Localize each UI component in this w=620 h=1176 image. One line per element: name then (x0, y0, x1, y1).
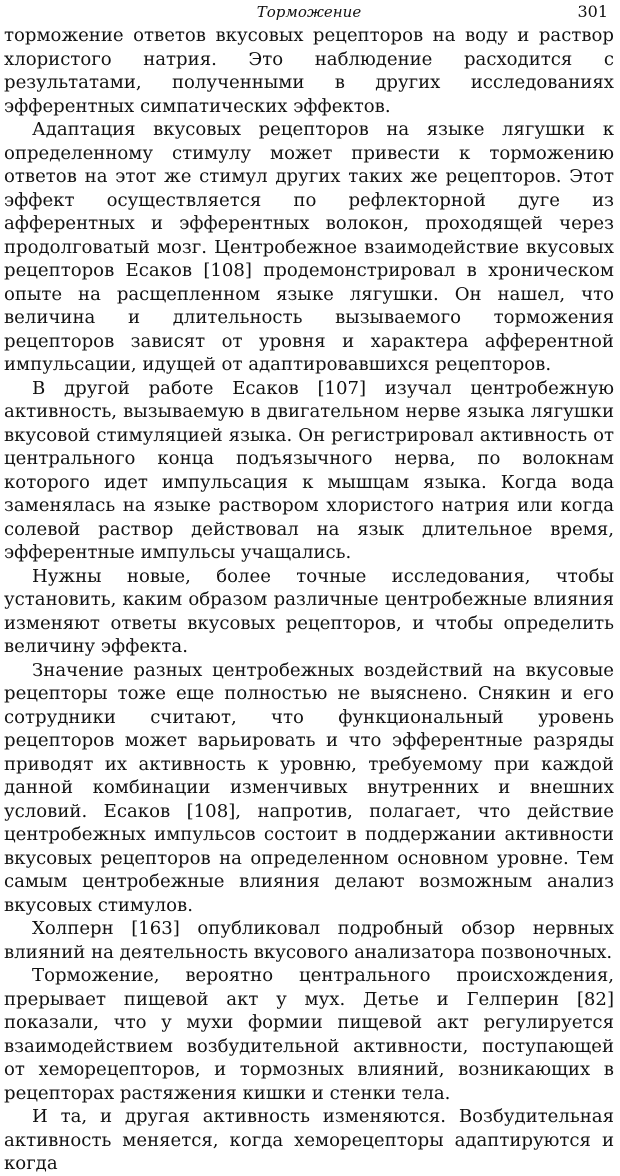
paragraph-4: Нужны новые, более точные исследования, чтобы установить, каким образом различные центробежные влияния изменяют ответы вкусовых рецепторов, и чтобы определить величину эффекта. (4, 565, 614, 657)
paragraph-8: И та, и другая активность изменяются. Возбудительная активность меняется, когда хеморецепторы адаптируются и когда (4, 1106, 614, 1174)
paragraph-3: В другой работе Есаков [107] изучал центробежную активность, вызываемую в двигательном нерве языка лягушки вкусовой стимуляцией языка. Он регистрировал активность от центрального конца подъязычного нерва, по волокнам которого идет импульсация к мышцам языка. Когда вода заменялась на языке раствором хлористого натрия или когда солевой раствор действовал на язык длительное время, эфферентные импульсы учащались. (4, 377, 614, 563)
running-head (4, 0, 614, 24)
paragraph-5: Значение разных центробежных воздействий на вкусовые рецепторы тоже еще полностью не выяснено. Снякин и его сотрудники считают, что функциональный уровень рецепторов может варьировать и что эфферентные разряды приводят их активность к уровню, требуемому при каждой данной комбинации изменчивых внутренних и внешних условий. Есаков [108], напротив, полагает, что действие центробежных импульсов состоит в поддержании активности вкусовых рецепторов на определенном основном уровне. Тем самым центробежные влияния делают возможным анализ вкусовых стимулов. (4, 659, 614, 916)
page-number: 301 (577, 2, 608, 21)
paragraph-1: торможение ответов вкусовых рецепторов на воду и раствор хлористого натрия. Это наблюдение расходится с результатами, полученными в других исследованиях эфферентных симпатических эффектов. (4, 25, 614, 117)
paragraph-2: Адаптация вкусовых рецепторов на языке лягушки к определенному стимулу может привести к торможению ответов на этот же стимул других таких же рецепторов. Этот эффект осуществляется по рефлекторной дуге из афферентных и эфферентных волокон, проходящей через продолговатый мозг. Центробежное взаимодействие вкусовых рецепторов Есаков [108] продемонстрировал в хроническом опыте на расщепленном языке лягушки. Он нашел, что величина и длительность вызываемого торможения рецепторов зависят от уровня и характера афферентной импульсации, идущей от адаптировавшихся рецепторов. (4, 119, 614, 375)
paragraph-6: Холперн [163] опубликовал подробный обзор нервных влияний на деятельность вкусового анализатора позвоночных. (4, 918, 614, 963)
running-title: Торможение (256, 3, 362, 21)
body-text (4, 24, 614, 1176)
paragraph-7: Торможение, вероятно центрального происхождения, прерывает пищевой акт у мух. Детье и Гелперин [82] показали, что у мухи формии пищевой акт регулируется взаимодействием возбудительной активности, поступающей от хеморецепторов, и тормозных влияний, возникающих в рецепторах растяжения кишки и стенки тела. (4, 965, 614, 1104)
